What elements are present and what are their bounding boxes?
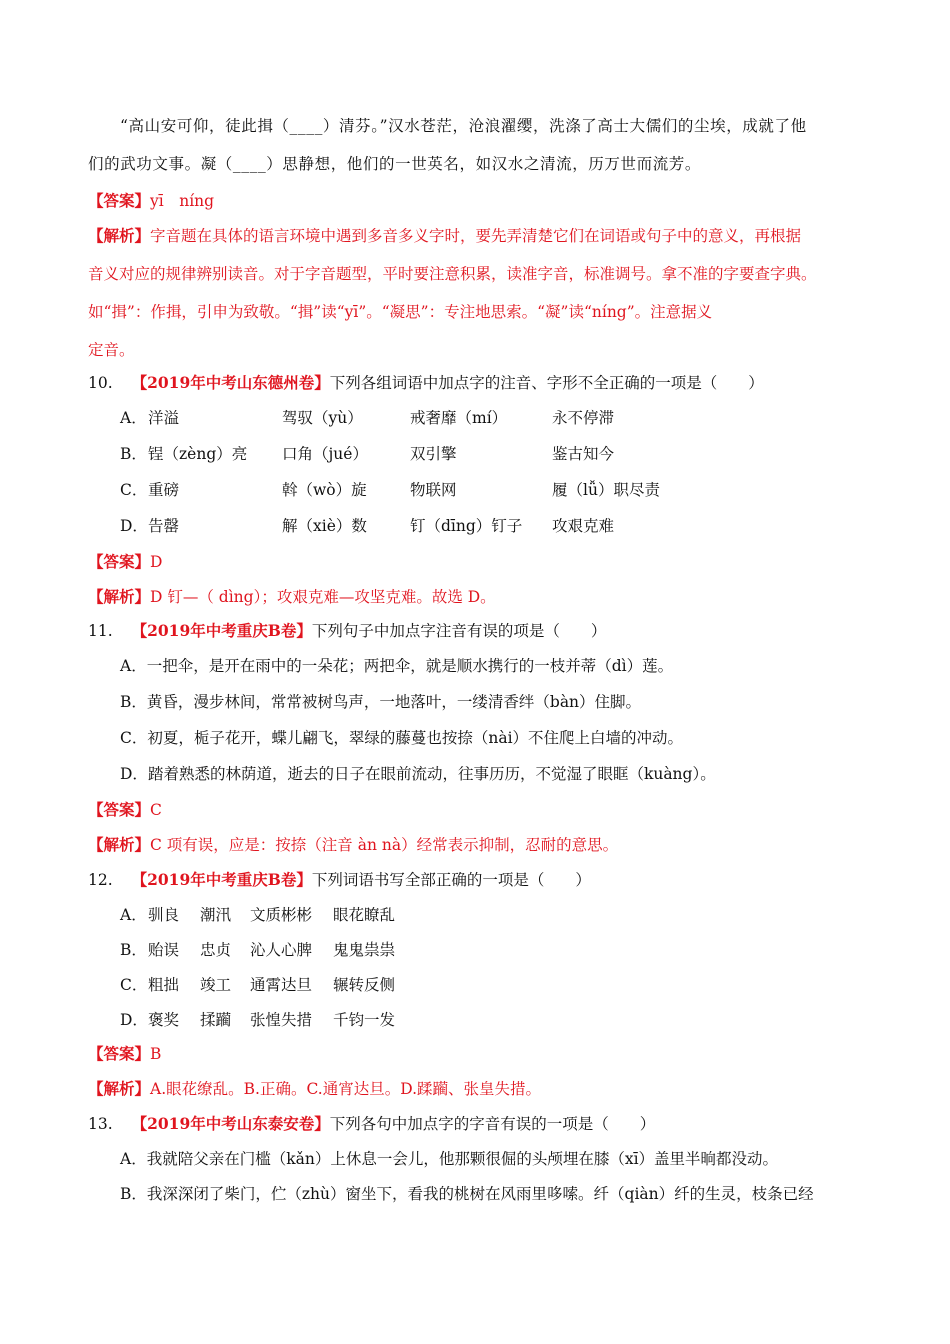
option-item: 沁人心脾 — [250, 941, 313, 959]
q12-analysis — [88, 1079, 541, 1099]
option-letter: D． — [120, 1011, 148, 1029]
question-text: 下列句子中加点字注音有误的项是（ ） — [311, 622, 607, 640]
option-letter: B． — [120, 445, 147, 463]
option-item: 通霄达旦 — [250, 976, 313, 994]
question-source: 【2019年中考山东泰安卷】 — [131, 1114, 330, 1133]
question-number: 13. — [88, 1115, 113, 1133]
q10-analysis — [88, 587, 496, 607]
q11-option-a — [120, 656, 673, 676]
analysis-tag: 【解析】 — [88, 587, 151, 606]
option-item: 洋溢 — [148, 409, 180, 427]
option-letter: D． — [120, 517, 148, 535]
question-source: 【2019年中考重庆B卷】 — [131, 870, 312, 889]
q12-stem — [88, 870, 591, 890]
q9-analysis-line-4: 定音。 — [88, 341, 135, 359]
option-item: 解（xiè）数 — [282, 517, 367, 535]
q11-option-b — [120, 692, 641, 712]
option-item: 张惶失措 — [250, 1011, 313, 1029]
passage-line-1: “高山安可仰，徒此揖（____）清芬。”汉水苍茫，沧浪濯缨，洗涤了高士大儒们的尘埃，成就了他 — [120, 117, 807, 135]
option-item: 忠贞 — [200, 941, 232, 959]
option-letter: B． — [120, 1185, 147, 1203]
option-item: 眼花瞭乱 — [333, 906, 396, 924]
option-item: 褒奖 — [148, 1011, 180, 1029]
option-item: 双引擎 — [410, 445, 457, 463]
option-item: 物联网 — [410, 481, 457, 499]
analysis-text: 字音题在具体的语言环境中遇到多音多义字时，要先弄清楚它们在词语或句子中的意义，再根据 — [150, 227, 802, 245]
analysis-tag: 【解析】 — [88, 1079, 151, 1098]
analysis-tag: 【解析】 — [88, 226, 151, 245]
answer-value: B — [150, 1045, 162, 1063]
option-letter: A． — [120, 657, 147, 675]
option-item: 攻艰克难 — [552, 517, 615, 535]
answer-value: D — [150, 553, 163, 571]
option-letter: A． — [120, 409, 147, 427]
answer-value: C — [150, 801, 162, 819]
analysis-tag: 【解析】 — [88, 835, 151, 854]
question-source: 【2019年中考重庆B卷】 — [131, 621, 312, 640]
option-item: 告罄 — [148, 517, 180, 535]
analysis-text: A.眼花缭乱。B.正确。C.通宵达旦。D.蹂躏、张皇失措。 — [150, 1080, 541, 1098]
q11-option-c — [120, 728, 683, 748]
option-letter: B． — [120, 693, 147, 711]
option-item: 履（lǚ）职尽责 — [552, 481, 660, 499]
option-item: 文质彬彬 — [250, 906, 313, 924]
q13-option-a — [120, 1149, 778, 1169]
q9-analysis-line-3: 如“揖”：作揖，引申为致敬。“揖”读“yī”。“凝思”：专注地思索。“凝”读“níng”。注意据义 — [88, 303, 713, 321]
option-text: 初夏，栀子花开，蝶儿翩飞，翠绿的藤蔓也按捺（nài）不住爬上白墙的冲动。 — [147, 729, 684, 747]
answer-tag: 【答案】 — [88, 552, 151, 571]
q10-stem — [88, 373, 764, 393]
passage-line-2: 们的武功文事。凝（____）思静想，他们的一世英名，如汉水之清流，历万世而流芳。 — [88, 155, 702, 173]
option-item: 斡（wò）旋 — [282, 481, 367, 499]
answer-value: yī níng — [150, 192, 215, 210]
option-item: 重磅 — [148, 481, 180, 499]
option-item: 永不停滞 — [552, 409, 615, 427]
answer-tag: 【答案】 — [88, 800, 151, 819]
option-item: 驾驭（yù） — [282, 409, 363, 427]
question-number: 12. — [88, 871, 113, 889]
answer-tag: 【答案】 — [88, 191, 151, 210]
q11-analysis — [88, 835, 618, 855]
q11-answer — [88, 800, 162, 820]
q13-option-b — [120, 1184, 814, 1204]
q9-answer — [88, 191, 214, 211]
question-number: 10. — [88, 374, 113, 392]
option-item: 揉躏 — [200, 1011, 232, 1029]
question-source: 【2019年中考山东德州卷】 — [131, 373, 330, 392]
question-number: 11. — [88, 622, 113, 640]
option-item: 粗拙 — [148, 976, 180, 994]
option-letter: A． — [120, 1150, 147, 1168]
question-text: 下列各组词语中加点字的注音、字形不全正确的一项是（ ） — [329, 374, 764, 392]
option-text: 踏着熟悉的林荫道，逝去的日子在眼前流动，往事历历，不觉湿了眼眶（kuàng）。 — [147, 765, 716, 783]
option-text: 黄昏，漫步林间，常常被树鸟声，一地落叶，一缕清香绊（bàn）住脚。 — [146, 693, 642, 711]
q9-analysis-line-2: 音义对应的规律辨别读音。对于字音题型，平时要注意积累，读准字音，标准调号。拿不准的字要查字典。 — [88, 265, 817, 283]
option-text: 我就陪父亲在门槛（kǎn）上休息一会儿，他那颗很倔的头颅埋在膝（xī）盖里半晌都没动。 — [146, 1150, 779, 1168]
option-letter: D． — [120, 765, 148, 783]
q11-option-d — [120, 764, 716, 784]
analysis-text: D 钉—（ dìng）；攻艰克难—攻坚克难。故选 D。 — [150, 588, 496, 606]
q13-stem — [88, 1114, 655, 1134]
question-text: 下列各句中加点字的字音有误的一项是（ ） — [329, 1115, 656, 1133]
option-letter: C． — [120, 729, 148, 747]
option-letter: B． — [120, 941, 147, 959]
option-item: 竣工 — [200, 976, 232, 994]
option-item: 鉴古知今 — [552, 445, 615, 463]
option-item: 戒奢靡（mí） — [410, 409, 508, 427]
answer-tag: 【答案】 — [88, 1044, 151, 1063]
option-item: 驯良 — [148, 906, 180, 924]
option-item: 贻误 — [148, 941, 180, 959]
q11-stem — [88, 621, 606, 641]
option-letter: C． — [120, 481, 148, 499]
option-item: 锃（zèng）亮 — [148, 445, 248, 463]
option-text: 一把伞，是开在雨中的一朵花；两把伞，就是顺水携行的一枝并蒂（dì）莲。 — [146, 657, 674, 675]
option-item: 口角（jué） — [282, 445, 368, 463]
option-item: 潮汛 — [200, 906, 232, 924]
option-item: 辗转反侧 — [333, 976, 396, 994]
q12-answer — [88, 1044, 161, 1064]
option-letter: C． — [120, 976, 148, 994]
q10-answer — [88, 552, 162, 572]
option-item: 钉（dīng）钉子 — [410, 517, 523, 535]
option-item: 鬼鬼祟祟 — [333, 941, 396, 959]
analysis-text: C 项有误，应是：按捺（注音 àn nà）经常表示抑制，忍耐的意思。 — [150, 836, 619, 854]
option-letter: A． — [120, 906, 147, 924]
option-text: 我深深闭了柴门，伫（zhù）窗坐下，看我的桃树在风雨里哆嗦。纤（qiàn）纤的生灵，枝条已经 — [146, 1185, 814, 1203]
option-item: 千钧一发 — [333, 1011, 396, 1029]
q9-analysis-line-1 — [88, 226, 801, 246]
question-text: 下列词语书写全部正确的一项是（ ） — [311, 871, 591, 889]
